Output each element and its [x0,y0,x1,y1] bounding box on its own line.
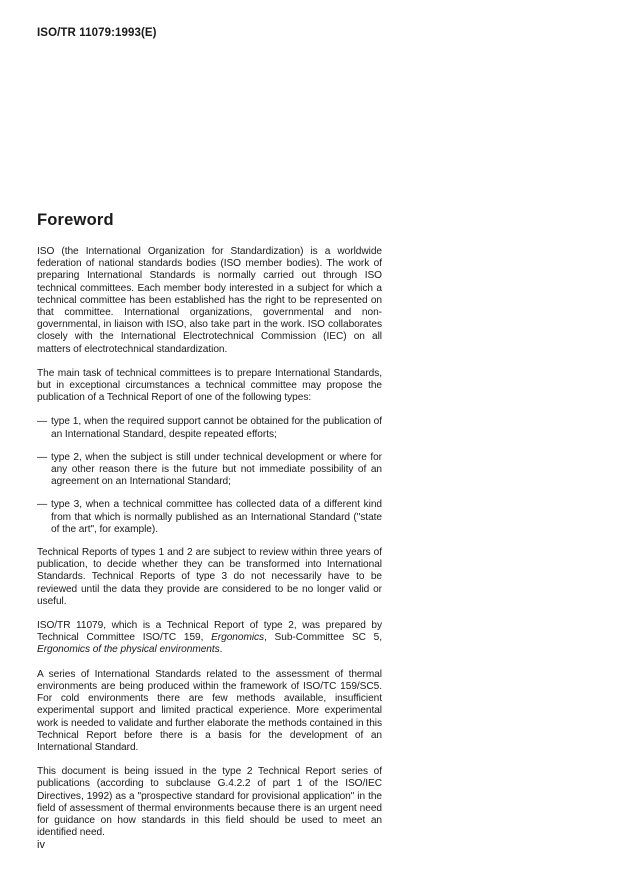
foreword-body [37,246,382,851]
section-title: Foreword [37,211,114,229]
preparation-text-end: . [219,644,223,656]
paragraph-review: Technical Reports of types 1 and 2 are subject to review within three years of publication, to decide whether they can be transformed into International Standards. Technical Reports of type 3 do not necessarily have to be reviewed until the data they provide are considered to be no longer valid or useful. [37,547,382,607]
committee-title: Ergonomics [211,632,265,644]
paragraph-main-task: The main task of technical committees is to prepare International Standards, but in exceptional circumstances a technical committee may propose the publication of a Technical Report of one of the following types: [37,367,382,404]
preparation-text-mid: , Sub-Committee SC 5, [264,632,382,644]
list-item [37,452,382,489]
list-item [37,499,382,536]
document-id-header: ISO/TR 11079:1993(E) [37,27,157,39]
list-item [37,416,382,440]
list-item-text: type 1, when the required support cannot be obtained for the publication of an International Standard, despite repeated efforts; [51,416,382,440]
list-item-text: type 2, when the subject is still under technical development or where for any other reason there is the future but not immediate possibility of an agreement on an International Standard; [51,451,382,488]
subcommittee-title: Ergonomics of the physical environments [37,644,220,656]
list-item-text: type 3, when a technical committee has collected data of a different kind from that which is normally published as an International Standard ("state of the art", for example). [51,499,382,535]
dash-bullet: — [37,451,48,463]
report-types-list [37,416,382,536]
paragraph-preparation [37,620,382,657]
preparation-text-start: ISO/TR 11079, which is a Technical Report of type 2, was prepared by Technical Committee ISO/TC 159, [37,620,382,644]
paragraph-thermal-series: A series of International Standards related to the assessment of thermal environments are being produced within the framework of ISO/TC 159/SC5. For cold environments there are few methods available, insufficient experimental support and limited practical experience. More experimental work is needed to validate and further elaborate the methods contained in this Technical Report before there is a basis for the development of an International Standard. [37,668,382,753]
paragraph-type2-issue: This document is being issued in the type 2 Technical Report series of publications (according to subclause G.4.2.2 of part 1 of the ISO/IEC Directives, 1992) as a "prospective standard for provisional application" in the field of assessment of thermal environments because there is an urgent need for guidance on how standards in this field should be used to meet an identified need. [37,766,382,839]
paragraph-iso-intro: ISO (the International Organization for Standardization) is a worldwide federation of national standards bodies (ISO member bodies). The work of preparing International Standards is normally carried out through ISO technical committees. Each member body interested in a subject for which a technical committee has been established has the right to be represented on that committee. International organizations, governmental and non-governmental, in liaison with ISO, also take part in the work. ISO collaborates closely with the International Electrotechnical Commission (IEC) on all matters of electrotechnical standardization. [37,246,382,355]
dash-bullet: — [37,416,48,428]
dash-bullet: — [37,499,48,511]
page-number: iv [37,839,45,851]
